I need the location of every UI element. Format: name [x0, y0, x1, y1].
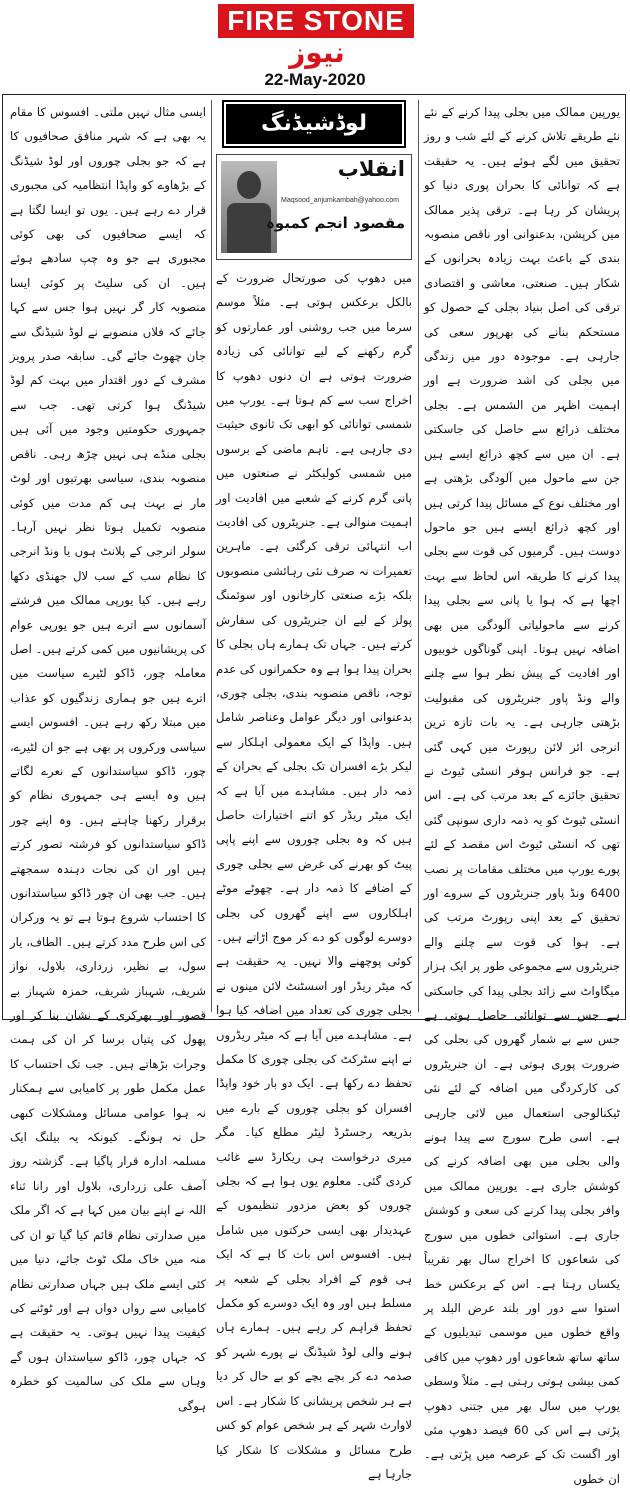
article-title: لوڈشیڈنگ: [224, 102, 404, 146]
author-email: Maqsood_anjumkambah@yahoo.com: [281, 197, 400, 204]
author-photo: [221, 161, 277, 253]
article-column-left: [10, 100, 206, 1413]
column-brand-name: انقلاب: [337, 157, 405, 181]
column-divider-left: [211, 100, 212, 1012]
article-text-middle: میں دھوپ کی صورتحال ضرورت کے بالکل برعکس ہوتی ہے۔ مثلاً موسم سرما میں جب روشنی اور عمارتوں کو گرم رکھنے کے لیے توانائی کی زیادہ ضرورت ہوتی ہے ان دنوں دھوپ کا اخراج سب سے کم ہوتا ہے۔ یورپ میں شمسی توانائی کو ابھی تک ثانوی حیثیت دی جارہی ہے۔ تاہم ماضی کے برسوں میں شمسی کولیکٹر نے صنعتوں میں پانی گرم کرنے کے شعبے میں افادیت اور اہمیت منوالی ہے۔ جنریٹروں کی افادیت اب انتہائی ترقی کرگئی ہے۔ ماہرین تعمیرات نہ صرف نئی رہائشی منصوبوں بلکہ بڑے صنعتی کارخانوں اور سوئمنگ پولز کے لیے ان جنریٹروں کی سفارش کرتے ہیں۔ جہاں تک ہمارے ہاں بجلی کا بحران پیدا ہوا ہے وہ حکمرانوں کی عدم توجہ، ناقص منصوبہ بندی، بجلی چوری، بدعنوانی اور دیگر عوامل وعناصر شامل ہیں۔ واپڈا کے ایک معمولی اہلکار سے لیکر بڑے افسران تک بجلی کے بحران کے ذمہ دار ہیں۔ مشاہدے میں آیا ہے کہ ایک میٹر ریڈر کو اتنے اختیارات حاصل ہیں کہ وہ بجلی چوروں سے اپنے پاپی پیٹ کو بھرنے کی غرض سے بجلی چوری کے اضافے کا ذمہ دار ہے۔ چھوٹے موٹے اہلکاروں سے اپنے گھروں کی بجلی دوسرے لوگوں کو دے کر موج اڑاتے ہیں۔ کوئی پوچھنے والا نہیں۔ یہ حقیقت ہے کہ میٹر ریڈر اور اسسٹنٹ لائن مینوں نے بجلی چوری کی تعداد میں اضافہ کیا ہوا ہے۔ مشاہدے میں آیا ہے کہ میٹر ریڈروں نے اپنے سٹرکٹ کی بجلی چوری کا مکمل تحفظ دے رکھا ہے۔ ایک دو بار خود واپڈا افسران کو بجلی چوروں کے بارے میں بذریعہ رجسٹرڈ لیٹر مطلع کیا۔ مگر میری درخواست ہی ریکارڈ سے غائب کردی گئی۔ معلوم یوں ہوا ہے کہ بجلی چوروں کو بعض مزدور تنظیموں کے عہدیدار بھی ایسی حرکتوں میں شامل ہیں۔ افسوس اس بات کا ہے کہ ایک ہی قوم کے افراد بجلی کے شعبہ پر مسلط ہیں اور وہ ایک دوسرے کو مکمل تحفظ فراہم کر رہے ہیں۔ ہمارے ہاں ہونے والی لوڈ شیڈنگ نے پورے شہر کو صدمہ دے کر بچے بچے کو بے حال کر دیا ہے ہر شخص پریشانی کا شکار ہے۔ اس لاوارث شہر کے ہر شخص عوام کو کس طرح مسائل و مشکلات کا شکار کیا جارہا ہے: [216, 271, 412, 1481]
author-byline: [216, 154, 412, 260]
publication-date: 22-May-2020: [264, 70, 366, 89]
brand-logo-english: FIRE STONE: [218, 4, 414, 38]
article-text-left: ایسی مثال نہیں ملتی۔ افسوس کا مقام یہ بھی ہے کہ شہر منافق صحافیوں کا ہے کہ جو بجلی چوروں اور لوڈ شیڈنگ کے بڑھاوے کو واپڈا انتظامیہ کی مجبوری قرار دے رہے ہیں۔ یوں تو ایسا لگتا ہے کہ ایسے صحافیوں کی بھی کوئی مجبوری ہے جو وہ چپ سادھے ہوئے ہیں۔ ان کی سلیٹ پر کوئی ایسا منصوبہ کار گر نہیں ہوا جس سے کہا جائے کہ فلاں منصوبے نے لوڈ شیڈنگ سے جان چھوٹ جائے گی۔ سابقہ صدر پرویز مشرف کے دور اقتدار میں بہت کم لوڈ شیڈنگ ہوا کرتی تھی۔ جب سے جمہوری حکومتیں وجود میں آئی ہیں بجلی منڈے ہی نہیں چڑھ رہی۔ ناقص منصوبہ بندی، سیاسی بھرتیوں اور لوٹ مار نے بہت ہی کم مدت میں کوئی منصوبہ تکمیل ہوتا نظر نہیں آرہا۔ سولر انرجی کے پلانٹ ہوں یا ونڈ انرجی کا نظام سب کے سب لال جھنڈی دکھا رہے ہیں۔ کیا یورپی ممالک میں فرشتے آسمانوں سے اترے ہیں جو یورپی عوام کی پریشانیوں میں کمی کرتے ہیں۔ اصل معاملہ چور، ڈاکو لٹیرے سیاست میں اترے ہیں جو ہماری زندگیوں کو عذاب میں مبتلا رکھ رہے ہیں۔ افسوس ایسے سیاسی ورکروں پر بھی ہے جو ان لٹیرے، چور، ڈاکو سیاستدانوں کے نعرے لگاتے ہیں وہ ایسے ہی جمہوری نظام کو برقرار رکھنا چاہتے ہیں۔ وہ اپنے چور ڈاکو سیاستدانوں کو فرشتہ تصور کرتے ہیں اور ان کی نجات دہندہ سمجھتے ہیں۔ جب بھی ان چور ڈاکو سیاستدانوں کا احتساب شروع ہوتا ہے تو یہ ورکران کی اس طرح مدد کرتے ہیں۔ الطاف، یار سول، بے نظیر، زرداری، بلاول، نواز شریف، شہباز شریف، حمزہ شہباز بے قصور اور بھرکری کے نشان بنا کر اور پھول کی پتیاں برسا کر ان کی ہمت وجرات بڑھاتے ہیں۔ جب تک احتساب کا عمل مکمل طور پر کامیابی سے ہمکنار نہ ہوا عوامی مسائل ومشکلات کبھی حل نہ ہونگے۔ کیونکہ یہ بیلنگ ایک مسلمہ ادارہ قرار پاگیا ہے۔ گزشتہ روز آصف علی زرداری، بلاول اور رانا ثناء اللہ نے اپنے بیان میں کہا ہے کہ اگر ملک میں صدارتی نظام قائم کیا گیا تو ان کی منہ میں خاک ملک ٹوٹ جائے، دنیا میں کئی ایسے ملک ہیں جہاں صدارتی نظام کامیابی سے رواں دواں ہے اور ٹوٹنے کی کیفیت پیدا نہیں ہوتی۔ یہ حقیقت ہے کہ جہاں چور، ڈاکو سیاستدان ہوں گے وہاں سے ملک کی سالمیت کو خطرہ ہوگی: [10, 105, 206, 1413]
article-text-right: یورپین ممالک میں بجلی پیدا کرنے کے نئے نئے طریقے تلاش کرنے کے لئے شب و روز تحقیق میں لگے ہوئے ہیں۔ یہ حقیقت ہے کہ توانائی کا بحران پوری دنیا کو پریشان کر رہا ہے۔ ترقی پذیر ممالک میں کرپشن، بدعنوانی اور ناقص منصوبہ بندی کے باعث بہت زیادہ بحرانوں کے شکار ہیں۔ صنعتی، معاشی و اقتصادی ترقی کی اصل بنیاد بجلی کے حصول کو مستحکم بنانے کی بھرپور سعی کی جارہی ہے۔ موجودہ دور میں زندگی میں بجلی کی اشد ضرورت ہے اور اہمیت اظہر من الشمس ہے۔ بجلی مختلف ذرائع سے حاصل کی جاسکتی ہے۔ ان میں سے کچھ ذرائع ایسے ہیں جن سے ماحول میں آلودگی بڑھتی ہے اور مختلف نوع کے مسائل پیدا کرتی ہیں اور کچھ ذرائع ایسے ہیں جو ماحول دوست ہیں۔ گرمیوں کی قوت سے بجلی پیدا کرنے کا طریقہ اس لحاظ سے بہت اچھا ہے کہ ہوا یا پانی سے بجلی پیدا کرنے سے ماحولیاتی آلودگی میں بھی اضافہ نہیں ہوتا۔ اپنی گوناگوں خوبیوں اور افادیت کے پیش نظر ہوا سے چلنے والے ونڈ پاور جنریٹروں کی مقبولیت بڑھتی جارہی ہے۔ یہ بات تازہ ترین انرجی ائر لائن رپورٹ میں کہی گئی ہے۔ جو فرانس ہوفر انسٹی ٹیوٹ نے تحقیق جائزے کے بعد مرتب کی ہے۔ اس انسٹی ٹیوٹ کو یہ ذمہ داری سونپی گئی تھی کہ انسٹی ٹیوٹ اس مقصد کے لئے پورے یورپ میں مختلف مقامات پر نصب 6400 ونڈ پاور جنریٹروں کے سروے اور تحقیق کے بعد اپنی رپورٹ مرتب کی ہے۔ ہوا کی قوت سے چلنے والے جنریٹروں سے مجموعی طور پر ایک ہزار میگاواٹ سے زائد بجلی پیدا کی جاسکتی ہے جس سے توانائی حاصل ہوتی ہے جس سے بے شمار گھروں کی بجلی کی ضرورت پوری ہوتی ہے۔ ان جنریٹروں کی کارکردگی میں اضافہ کے لئے نئی ٹیکنالوجی استعمال میں لائی جارہی ہے۔ اسی طرح سورج سے پیدا ہونے والی بجلی میں بھی اضافہ کرنے کی کوشش جاری ہے۔ یورپین ممالک میں وافر بجلی پیدا کرنے کی سعی و کوشش جاری ہے۔ استوائی خطوں میں سورج کی شعاعوں کا اخراج سال بھر تقریباً یکساں رہتا ہے۔ اس کے برعکس خط استوا سے دور اور بلند عرض البلد پر واقع خطوں میں موسمی تبدیلیوں کے ساتھ ساتھ شعاعوں اور دھوپ میں کافی کمی بیشی ہوتی رہتی ہے۔ مثلاً وسطی یورپ میں سال بھر میں جتنی دھوپ پڑتی ہے اس کی 60 فیصد دھوپ مئی اور اگست تک کے عرصہ میں پڑتی ہے۔ ان خطوں: [424, 105, 620, 1486]
column-divider-right: [418, 100, 419, 1012]
article-column-middle: [216, 100, 412, 1481]
article-column-right: [424, 100, 620, 1486]
brand-logo-urdu: نیوز: [289, 36, 345, 69]
author-name: مقصود انجم کمبوہ: [266, 214, 405, 232]
masthead: [0, 0, 630, 92]
